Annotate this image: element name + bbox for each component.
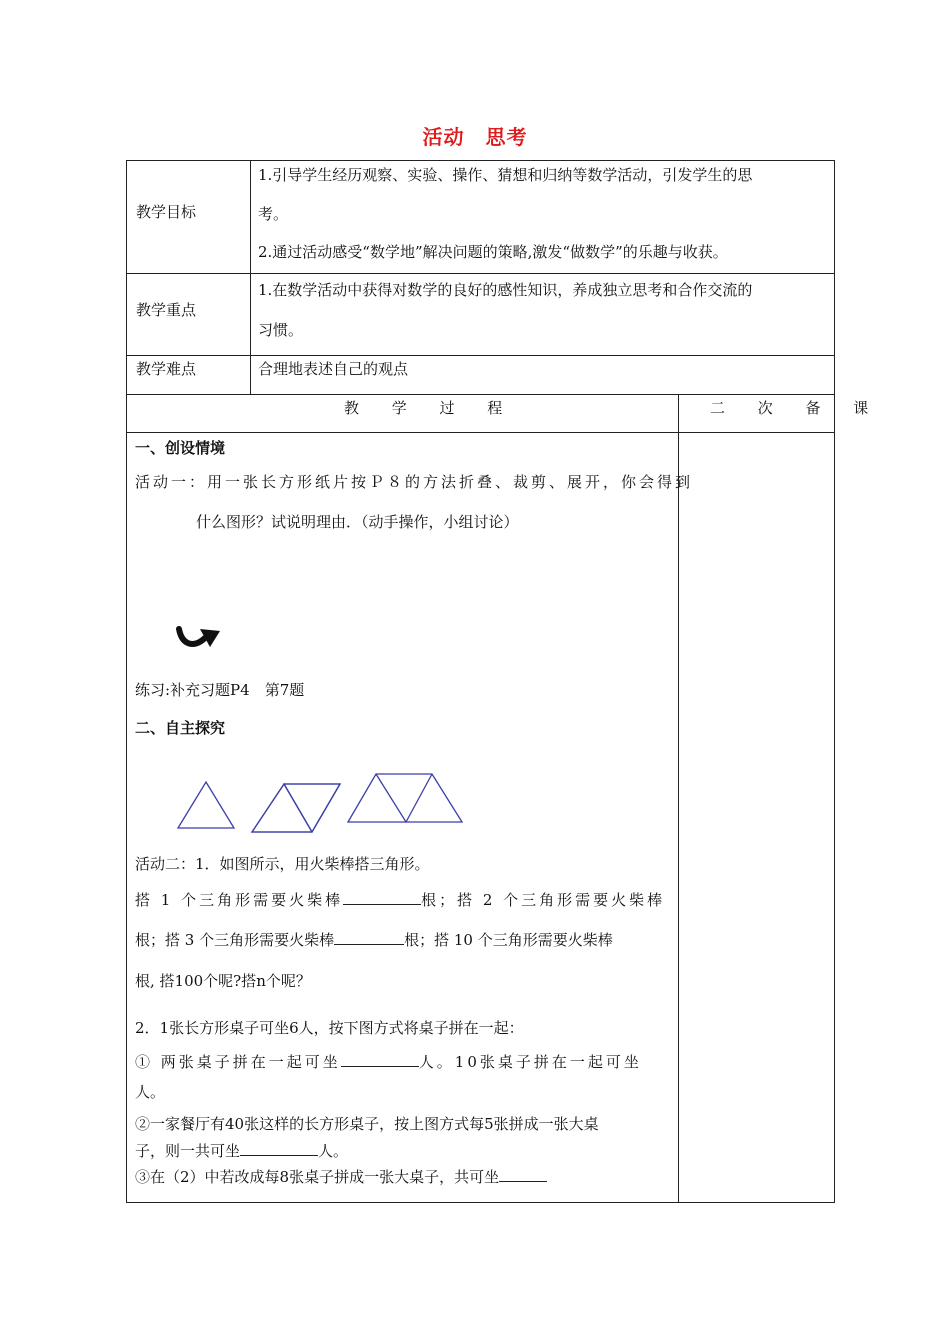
question-2-2-part-b: 子，则一共可坐: [135, 1142, 241, 1160]
question-1-line-1: [135, 890, 665, 910]
difficulties-label: 教学难点: [136, 360, 197, 378]
keypoints-label: 教学重点: [136, 301, 197, 319]
question-1-part-c: 根；搭 3 个三角形需要火柴棒: [135, 931, 335, 949]
keypoints-line-1: 1.在数学活动中获得对数学的良好的感性知识，养成独立思考和合作交流的: [258, 281, 753, 299]
question-2-2-line-2: [135, 1141, 348, 1161]
question-1-part-d: 根；搭 10 个三角形需要火柴棒: [404, 931, 613, 949]
row-divider: [126, 355, 835, 356]
question-2-intro: 2．1张长方形桌子可坐6人，按下图方式将桌子拼在一起：: [135, 1019, 524, 1037]
question-1-line-2: [135, 930, 613, 950]
matchstick-triangles-figure: [170, 768, 470, 836]
objectives-line-1: 1.引导学生经历观察、实验、操作、猜想和归纳等数学活动，引发学生的思: [258, 166, 753, 184]
question-1-line-3: 根, 搭100个呢?搭n个呢？: [135, 972, 311, 990]
question-1-part-b: 根；搭 2 个三角形需要火柴棒: [421, 891, 666, 909]
question-1-part-a: 搭 1 个三角形需要火柴棒: [135, 891, 344, 909]
question-2-1-part-b: 人。10张桌子拼在一起可坐: [418, 1053, 642, 1071]
triangle-pair-edges: [252, 784, 340, 832]
objectives-line-2: 考。: [258, 205, 289, 223]
activity-1-line-1: 活动一：用一张长方形纸片按Ｐ８的方法折叠、裁剪、展开，你会得到: [135, 473, 694, 491]
section-2-heading: 二、自主探究: [135, 719, 226, 737]
activity-1-line-2: 什么图形？试说明理由．（动手操作，小组讨论）: [196, 513, 519, 531]
answer-blank[interactable]: [240, 1141, 318, 1156]
question-2-2-line-1: ②一家餐厅有40张这样的长方形桌子，按上图方式每5张拼成一张大桌: [135, 1115, 599, 1133]
label-column-divider: [250, 160, 251, 395]
activity-2-intro: 活动二：1．如图所示，用火柴棒搭三角形。: [135, 855, 430, 873]
practice-note: 练习:补充习题P4 第7题: [135, 681, 305, 699]
prep-column-divider: [678, 394, 679, 1203]
triangle-one: [178, 782, 234, 828]
prep-header: 二 次 备 课: [710, 399, 883, 417]
objectives-line-3: 2.通过活动感受“数学地”解决问题的策略,激发“做数学”的乐趣与收获。: [258, 243, 728, 261]
answer-blank[interactable]: [499, 1167, 547, 1182]
row-divider: [126, 394, 835, 395]
question-2-1-line: [135, 1052, 642, 1072]
answer-blank[interactable]: [341, 1052, 419, 1067]
curved-arrow-icon: [176, 625, 224, 653]
question-2-1-part-a: ① 两张桌子拼在一起可坐: [135, 1053, 341, 1071]
question-2-1-tail: 人。: [135, 1083, 166, 1101]
difficulties-text: 合理地表述自己的观点: [258, 360, 409, 378]
objectives-label: 教学目标: [136, 203, 197, 221]
answer-blank[interactable]: [343, 890, 421, 905]
row-divider: [126, 432, 835, 433]
process-header: 教 学 过 程: [344, 399, 517, 417]
triangle-three: [348, 774, 462, 822]
section-1-heading: 一、创设情境: [135, 439, 226, 457]
question-2-2-part-c: 人。: [318, 1142, 349, 1160]
row-divider: [126, 273, 835, 274]
triangle-pair: [252, 784, 340, 832]
answer-blank[interactable]: [334, 930, 404, 945]
keypoints-line-2: 习惯。: [258, 321, 304, 339]
page-title: 活动 思考: [422, 125, 528, 149]
question-2-3-line: [135, 1167, 547, 1187]
question-2-3-text: ③在（2）中若改成每8张桌子拼成一张大桌子，共可坐: [135, 1168, 500, 1186]
